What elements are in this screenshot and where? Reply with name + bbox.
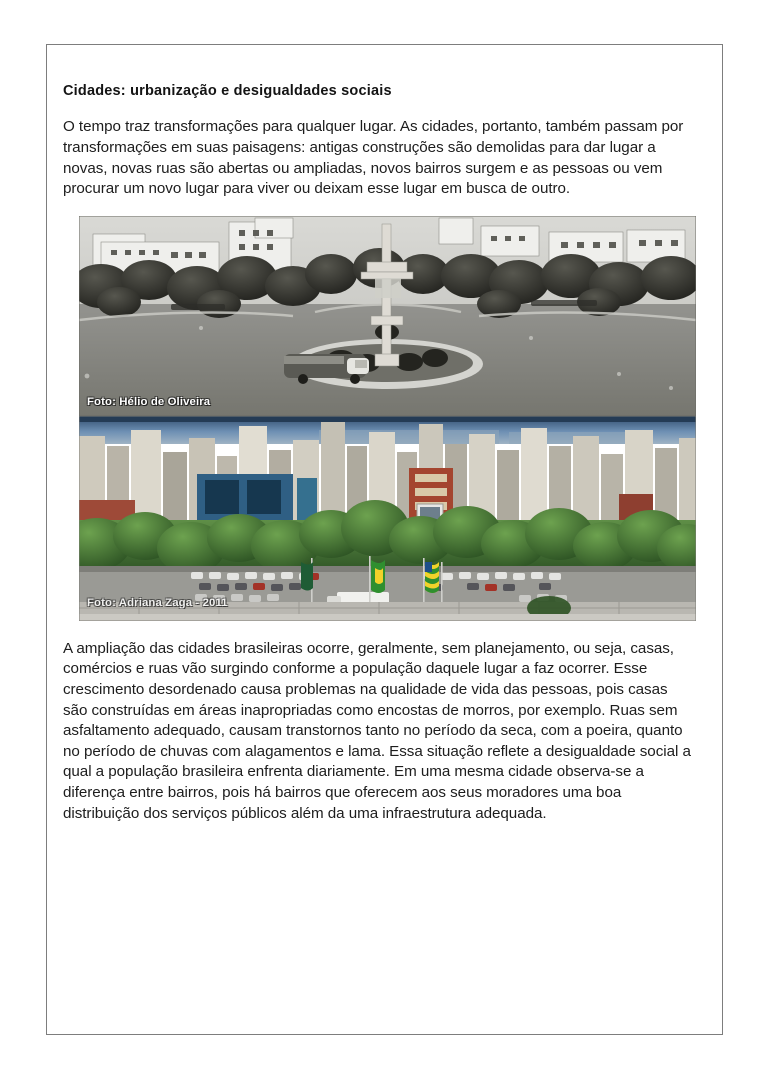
modern-city-photo-graphic bbox=[79, 416, 696, 621]
modern-city-photo bbox=[79, 416, 696, 621]
document-page bbox=[46, 44, 723, 1035]
figure-group bbox=[79, 216, 696, 621]
historic-plaza-photo bbox=[79, 216, 696, 416]
paragraph-intro: O tempo traz transformações para qualquer lugar. As cidades, portanto, também passam por transformações em suas paisagens: antigas construções são demolidas para dar lugar a novas, novas ruas são abertas ou ampliadas, novos bairros surgem e as pessoas ou vem procurar um novo lugar para viver ou deixam esse lugar em busca de outro. bbox=[63, 118, 684, 198]
page-content bbox=[47, 45, 722, 1034]
photo-credit-historic: Foto: Hélio de Oliveira bbox=[87, 395, 211, 408]
historic-plaza-photo-graphic bbox=[79, 216, 696, 416]
photo-credit-modern: Foto: Adriana Zaga - 2011 bbox=[87, 596, 228, 609]
paragraph-body: A ampliação das cidades brasileiras ocorre, geralmente, sem planejamento, ou seja, casas, comércios e ruas vão surgindo conforme a população daquele lugar a faz ocorrer. Esse crescimento desordenado causa problemas na qualidade de vida das pessoas, pois casas são construídas em áreas inapropriadas como encostas de morros, por exemplo. Ruas sem asfaltamento adequado, causam transtornos tanto no período da seca, com a poeira, quanto no período de chuvas com alagamentos e lama. Essa situação reflete a desigualdade social a qual a população brasileira enfrenta diariamente. Em uma mesma cidade observa-se a diferença entre bairros, pois há bairros que oferecem aos seus moradores uma boa distribuição dos serviços públicos além da uma infraestrutura adequada. bbox=[63, 639, 691, 822]
page-title: Cidades: urbanização e desigualdades sociais bbox=[63, 83, 392, 99]
